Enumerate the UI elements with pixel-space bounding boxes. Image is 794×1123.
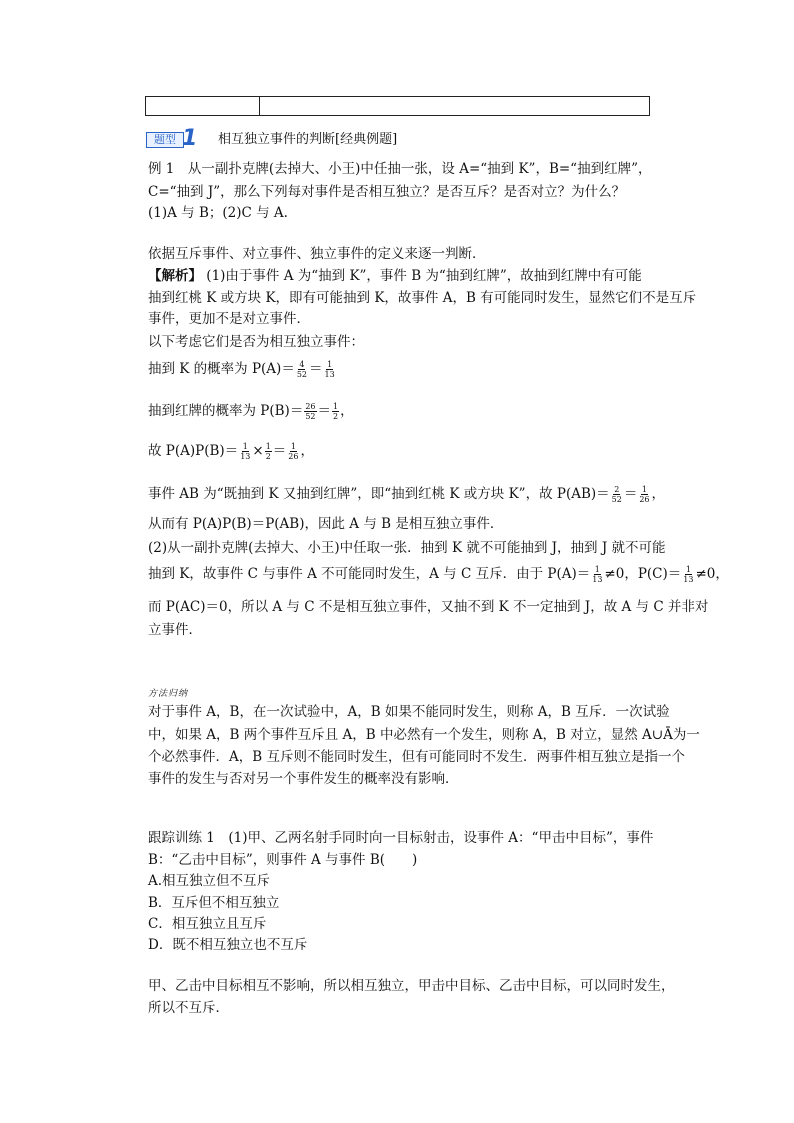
solution-p3-line4: 立事件． bbox=[148, 622, 202, 638]
practice-option-b: B．互斥但不相互独立 bbox=[148, 895, 280, 911]
answer-line-1: 甲、乙击中目标相互不影响，所以相互独立，甲击中目标、乙击中目标，可以同时发生， bbox=[148, 978, 675, 994]
section-title: 相互独立事件的判断[经典例题] bbox=[218, 132, 398, 147]
section-badge bbox=[146, 126, 204, 151]
practice-option-d: D．既不相互独立也不互斥 bbox=[148, 937, 308, 953]
answer-line-2: 所以不互斥． bbox=[148, 1000, 229, 1016]
badge-word: 题型 bbox=[146, 132, 184, 148]
header-table-divider bbox=[259, 97, 260, 115]
example-line-2: C=“抽到 J”，那么下列每对事件是否相互独立？是否互斥？是否对立？为什么？ bbox=[148, 184, 626, 200]
header-table bbox=[145, 96, 650, 116]
practice-option-c: C．相互独立且互斥 bbox=[148, 916, 267, 932]
practice-line-2: B：“乙击中目标”，则事件 A 与事件 B( ) bbox=[148, 852, 418, 868]
solution-p3-line1: (2)从一副扑克牌(去掉大、小王)中任取一张．抽到 K 就不可能抽到 J，抽到 J 就不可能 bbox=[148, 540, 666, 556]
method-line-4: 事件的发生与否对另一个事件发生的概率没有影响． bbox=[148, 771, 459, 787]
solution-p1-line2: 抽到红桃 K 或方块 K，即有可能抽到 K，故事件 A，B 有可能同时发生，显然它们不是互斥 bbox=[148, 290, 697, 306]
method-line-2: 中，如果 A，B 两个事件互斥且 A，B 中必然有一个发生，则称 A，B 对立，显然 A∪Ā为一 bbox=[148, 727, 700, 743]
hint-text: 依据互斥事件、对立事件、独立事件的定义来逐一判断． bbox=[148, 246, 486, 262]
practice-line-1: 跟踪训练 1 (1)甲、乙两名射手同时向一目标射击，设事件 A：“甲击中目标”，事件 bbox=[148, 830, 654, 846]
prob-ab-line: 故 P(A)P(B)＝ $\frac{1}{13}$ × $\frac{1}{2}$ ＝ $\frac{1}{26}$ ， bbox=[148, 442, 314, 461]
method-line-3: 个必然事件．A，B 互斥则不能同时发生，但有可能同时不发生．两事件相互独立是指一个 bbox=[148, 749, 685, 765]
solution-p1-line3: 事件，更加不是对立事件． bbox=[148, 311, 310, 327]
badge-number: 1 bbox=[182, 126, 198, 151]
method-title: 方法归纳 bbox=[148, 689, 189, 699]
prob-a-line: 抽到 K 的概率为 P(A)＝ $\frac{4}{52}$ ＝ $\frac{1}{13}$ bbox=[148, 360, 335, 379]
prob-b-line: 抽到红牌的概率为 P(B)＝ $\frac{26}{52}$ ＝ $\frac{1}{2}$ ， bbox=[148, 402, 354, 421]
solution-p2: 以下考虑它们是否为相互独立事件： bbox=[148, 334, 364, 350]
solution-p3-line2: 抽到 K，故事件 C 与事件 A 不可能同时发生，A 与 C 互斥．由于 P(A)＝ $\frac{1}{13}$ ≠0，P(C)＝ $\frac{1}{13}$ ≠0， bbox=[148, 565, 729, 584]
event-ab-line: 事件 AB 为“既抽到 K 又抽到红牌”，即“抽到红桃 K 或方块 K”，故 P(AB)＝ $\frac{2}{52}$ ＝ $\frac{1}{26}$ ， bbox=[148, 485, 666, 504]
practice-option-a: A.相互独立但不互斥 bbox=[148, 873, 271, 889]
solution-label: 【解析】 bbox=[148, 268, 202, 284]
method-line-1: 对于事件 A，B，在一次试验中，A，B 如果不能同时发生，则称 A，B 互斥．一次试验 bbox=[148, 704, 670, 720]
example-line-1: 例 1 从一副扑克牌(去掉大、小王)中任抽一张，设 A=“抽到 K”，B=“抽到红牌”， bbox=[148, 161, 652, 177]
example-line-3: (1)A 与 B；(2)C 与 A. bbox=[148, 205, 288, 221]
conclusion-line: 从而有 P(A)P(B)＝P(AB)，因此 A 与 B 是相互独立事件． bbox=[148, 516, 504, 532]
solution-p1-line1: (1)由于事件 A 为“抽到 K”，事件 B 为“抽到红牌”，故抽到红牌中有可能 bbox=[206, 268, 642, 284]
solution-p3-line3: 而 P(AC)＝0，所以 A 与 C 不是相互独立事件，又抽不到 K 不一定抽到 J，故 A 与 C 并非对 bbox=[148, 599, 709, 615]
